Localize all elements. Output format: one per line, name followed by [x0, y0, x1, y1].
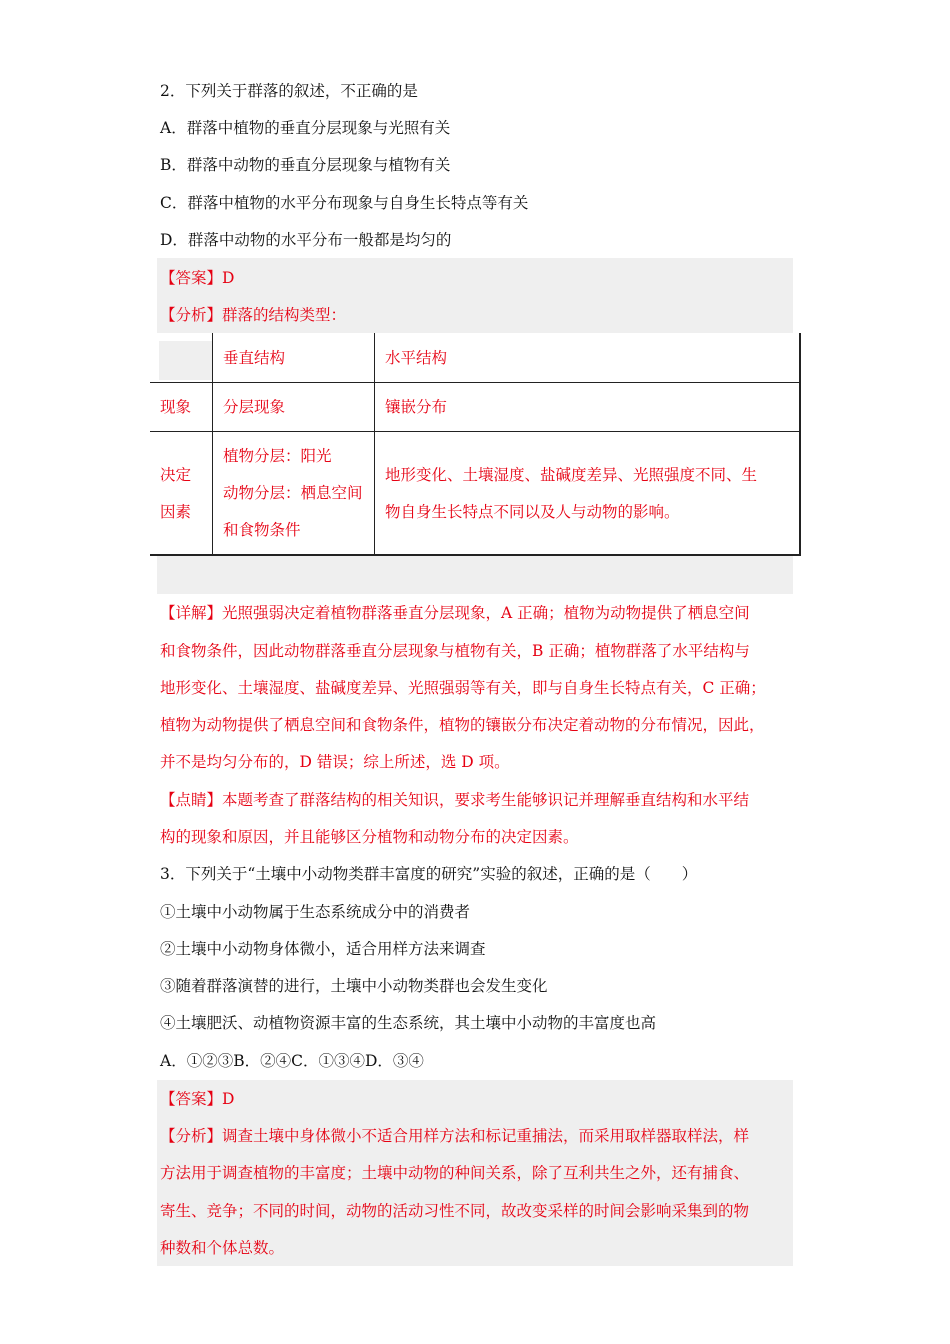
table-cell-vertical: 和食物条件 [223, 521, 301, 539]
table-header-horizontal: 水平结构 [385, 349, 448, 367]
q3-statement: ③随着群落演替的进行，土壤中小动物类群也会发生变化 [160, 977, 548, 995]
q3-statement: ①土壤中小动物属于生态系统成分中的消费者 [160, 903, 471, 921]
table-header-empty-cell [159, 341, 212, 380]
q3-analysis-line: 方法用于调查植物的丰富度；土壤中动物的种间关系，除了互利共生之外，还有捕食、 [160, 1164, 750, 1182]
q2-comment-line: 【点睛】本题考查了群落结构的相关知识，要求考生能够识记并理解垂直结构和水平结 [160, 791, 750, 809]
table-cell-vertical: 动物分层：栖息空间 [223, 484, 363, 502]
q2-analysis-intro: 【分析】群落的结构类型： [160, 306, 347, 324]
q3-analysis-line: 寄生、竞争；不同的时间，动物的活动习性不同，故改变采样的时间会影响采集到的物 [160, 1202, 750, 1220]
table-row-label: 现象 [160, 398, 192, 416]
q2-answer: 【答案】D [160, 269, 235, 287]
community-structure-table [150, 333, 801, 556]
q3-options: A．①②③B．②④C．①③④D．③④ [160, 1052, 424, 1070]
q2-stem: 2．下列关于群落的叙述，不正确的是 [160, 82, 418, 100]
table-row-label: 因素 [160, 503, 192, 521]
table-vline [374, 333, 375, 556]
table-cell-vertical: 植物分层：阳光 [223, 447, 332, 465]
q2-option-d: D．群落中动物的水平分布一般都是均匀的 [160, 231, 452, 249]
table-header-vertical: 垂直结构 [223, 349, 286, 367]
table-vline [212, 333, 213, 556]
q2-option-b: B．群落中动物的垂直分层现象与植物有关 [160, 156, 451, 174]
table-cell-horizontal: 地形变化、土壤湿度、盐碱度差异、光照强度不同、生 [385, 466, 758, 484]
table-row-label: 决定 [160, 466, 192, 484]
q2-detail-line: 植物为动物提供了栖息空间和食物条件，植物的镶嵌分布决定着动物的分布情况，因此， [160, 716, 765, 734]
q3-analysis-line: 【分析】调查土壤中身体微小不适合用样方法和标记重捕法，而采用取样器取样法，样 [160, 1127, 750, 1145]
table-vline [799, 333, 801, 556]
q2-option-c: C．群落中植物的水平分布现象与自身生长特点等有关 [160, 194, 529, 212]
table-bottom-shade [157, 556, 793, 594]
table-cell-vertical: 分层现象 [223, 398, 286, 416]
q2-detail-line: 【详解】光照强弱决定着植物群落垂直分层现象，A 正确；植物为动物提供了栖息空间 [160, 604, 750, 622]
table-hline [150, 382, 801, 383]
table-cell-horizontal: 物自身生长特点不同以及人与动物的影响。 [385, 503, 680, 521]
q3-statement: ②土壤中小动物身体微小，适合用样方法来调查 [160, 940, 486, 958]
q2-detail-line: 地形变化、土壤湿度、盐碱度差异、光照强弱等有关，即与自身生长特点有关，C 正确； [160, 679, 766, 697]
q3-statement: ④土壤肥沃、动植物资源丰富的生态系统，其土壤中小动物的丰富度也高 [160, 1014, 657, 1032]
q3-analysis-line: 种数和个体总数。 [160, 1239, 285, 1257]
table-hline [150, 431, 801, 432]
q2-detail-line: 和食物条件，因此动物群落垂直分层现象与植物有关，B 正确；植物群落了水平结构与 [160, 642, 750, 660]
q2-detail-line: 并不是均匀分布的，D 错误；综上所述，选 D 项。 [160, 753, 510, 771]
q2-comment-line: 构的现象和原因，并且能够区分植物和动物分布的决定因素。 [160, 828, 579, 846]
q3-answer: 【答案】D [160, 1090, 235, 1108]
table-cell-horizontal: 镶嵌分布 [385, 398, 448, 416]
q3-stem: 3．下列关于“土壤中小动物类群丰富度的研究”实验的叙述，正确的是（ ） [160, 865, 698, 883]
q2-option-a: A．群落中植物的垂直分层现象与光照有关 [160, 119, 451, 137]
